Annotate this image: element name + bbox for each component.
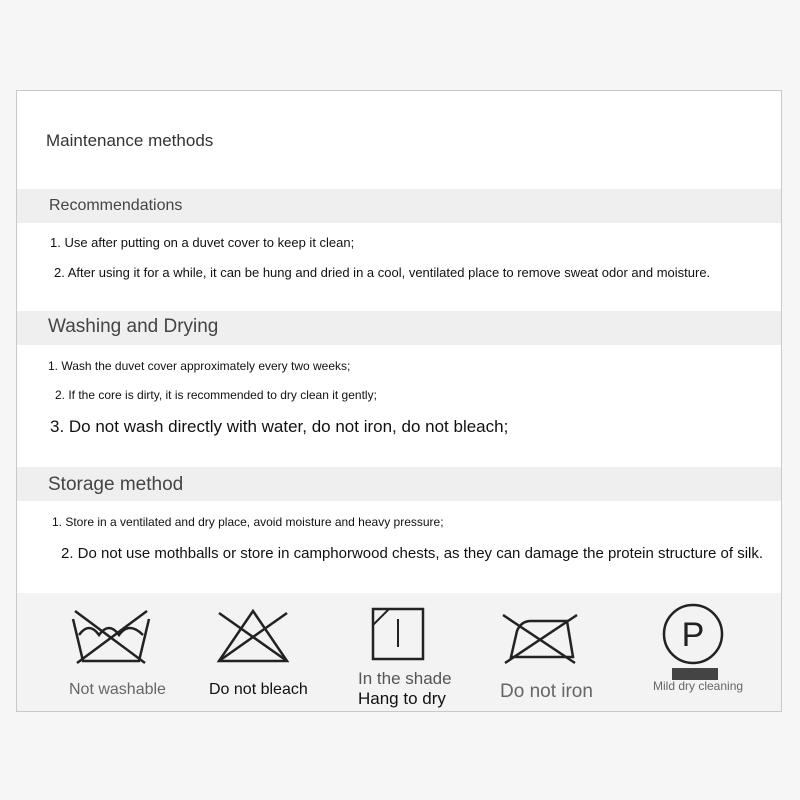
page-title: Maintenance methods — [46, 131, 214, 150]
shade-dry-icon — [371, 607, 425, 661]
washing-item: 2. If the core is dirty, it is recommended to dry clean it gently; — [55, 388, 377, 402]
section-heading-washing: Washing and Drying — [48, 316, 219, 337]
recommendation-item: 1. Use after putting on a duvet cover to keep it clean; — [50, 235, 355, 250]
dry-clean-p-icon — [662, 603, 724, 665]
care-label-mild-dry-cleaning: Mild dry cleaning — [653, 679, 744, 693]
no-wash-icon — [69, 605, 153, 669]
care-label-not-washable: Not washable — [69, 681, 166, 698]
care-label-do-not-iron: Do not iron — [500, 681, 593, 702]
care-label-do-not-bleach: Do not bleach — [209, 681, 308, 698]
no-bleach-icon — [213, 607, 293, 667]
recommendation-item: 2. After using it for a while, it can be hung and dried in a cool, ventilated place to remove sweat odor and moisture. — [54, 265, 711, 280]
washing-item: 3. Do not wash directly with water, do not iron, do not bleach; — [50, 417, 509, 436]
svg-text:P: P — [681, 616, 705, 654]
section-heading-recommendations: Recommendations — [49, 197, 183, 214]
storage-item: 1. Store in a ventilated and dry place, avoid moisture and heavy pressure; — [52, 515, 444, 529]
care-label-in-the-shade: In the shade — [358, 669, 452, 688]
no-iron-icon — [501, 611, 579, 667]
storage-item: 2. Do not use mothballs or store in camphorwood chests, as they can damage the protein structure of silk. — [61, 545, 764, 562]
maintenance-panel — [16, 90, 782, 712]
washing-item: 1. Wash the duvet cover approximately every two weeks; — [48, 359, 351, 373]
care-label-hang-to-dry: Hang to dry — [358, 689, 446, 708]
care-symbols-area — [17, 593, 781, 711]
section-heading-storage: Storage method — [48, 474, 184, 495]
